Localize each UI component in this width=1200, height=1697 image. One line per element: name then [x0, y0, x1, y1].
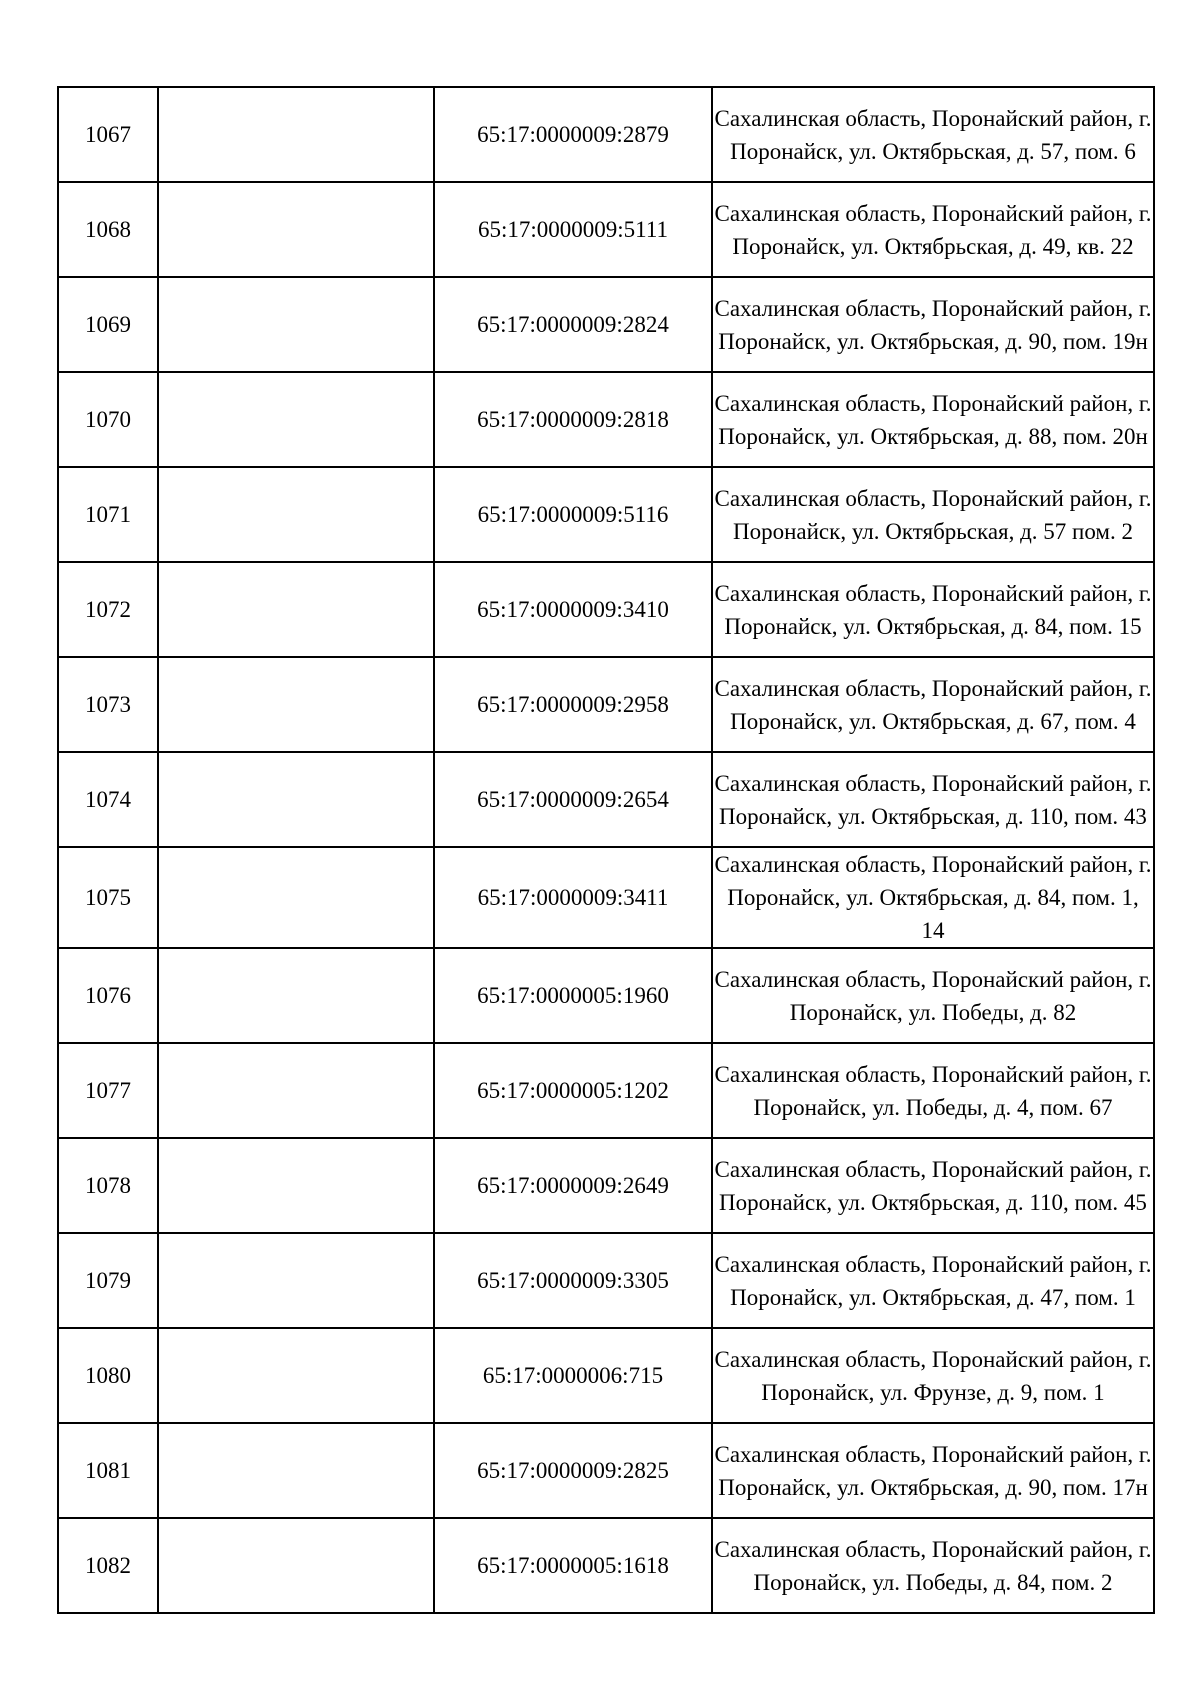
- owner-cell: [158, 1518, 434, 1613]
- address-cell: [712, 752, 1154, 847]
- table-row: [58, 1423, 1154, 1518]
- row-number: 1068: [58, 182, 158, 277]
- address-text: Сахалинская область, Поронайский район, г. Поронайск, ул. Октябрьская, д. 110, пом. 45: [714, 1156, 1152, 1215]
- row-number: 1081: [58, 1423, 158, 1518]
- cadastral-number: 65:17:0000009:5116: [434, 467, 712, 562]
- cadastral-number: 65:17:0000009:2654: [434, 752, 712, 847]
- table-row: [58, 182, 1154, 277]
- owner-cell: [158, 277, 434, 372]
- cadastral-number: 65:17:0000005:1202: [434, 1043, 712, 1138]
- table-row: [58, 1233, 1154, 1328]
- cadastral-number: 65:17:0000009:2818: [434, 372, 712, 467]
- row-number: 1075: [58, 847, 158, 948]
- table-row: [58, 752, 1154, 847]
- address-text: Сахалинская область, Поронайский район, г. Поронайск, ул. Победы, д. 82: [714, 966, 1152, 1025]
- table-row: [58, 657, 1154, 752]
- row-number: 1074: [58, 752, 158, 847]
- address-text: Сахалинская область, Поронайский район, г. Поронайск, ул. Октябрьская, д. 57 пом. 2: [714, 485, 1152, 544]
- owner-cell: [158, 948, 434, 1043]
- address-text: Сахалинская область, Поронайский район, г. Поронайск, ул. Октябрьская, д. 47, пом. 1: [714, 1251, 1152, 1310]
- row-number: 1080: [58, 1328, 158, 1423]
- row-number: 1070: [58, 372, 158, 467]
- address-cell: [712, 1233, 1154, 1328]
- cadastral-number: 65:17:0000009:2958: [434, 657, 712, 752]
- cadastral-number: 65:17:0000009:2825: [434, 1423, 712, 1518]
- cadastral-number: 65:17:0000009:3305: [434, 1233, 712, 1328]
- property-table-body: [58, 87, 1154, 1613]
- address-text: Сахалинская область, Поронайский район, г. Поронайск, ул. Октябрьская, д. 84, пом. 15: [714, 580, 1152, 639]
- address-cell: [712, 277, 1154, 372]
- address-text: Сахалинская область, Поронайский район, г. Поронайск, ул. Октябрьская, д. 49, кв. 22: [714, 200, 1152, 259]
- row-number: 1079: [58, 1233, 158, 1328]
- address-cell: [712, 182, 1154, 277]
- address-cell: [712, 87, 1154, 182]
- address-cell: [712, 562, 1154, 657]
- table-row: [58, 1518, 1154, 1613]
- table-row: [58, 372, 1154, 467]
- address-cell: [712, 1518, 1154, 1613]
- cadastral-number: 65:17:0000009:5111: [434, 182, 712, 277]
- address-text: Сахалинская область, Поронайский район, г. Поронайск, ул. Октябрьская, д. 88, пом. 20н: [714, 390, 1152, 449]
- address-cell: [712, 1423, 1154, 1518]
- row-number: 1076: [58, 948, 158, 1043]
- owner-cell: [158, 372, 434, 467]
- cadastral-number: 65:17:0000009:2879: [434, 87, 712, 182]
- table-row: [58, 1328, 1154, 1423]
- cadastral-number: 65:17:0000009:2649: [434, 1138, 712, 1233]
- address-cell: [712, 657, 1154, 752]
- owner-cell: [158, 1423, 434, 1518]
- owner-cell: [158, 1138, 434, 1233]
- row-number: 1082: [58, 1518, 158, 1613]
- owner-cell: [158, 182, 434, 277]
- address-text: Сахалинская область, Поронайский район, г. Поронайск, ул. Победы, д. 4, пом. 67: [714, 1061, 1152, 1120]
- address-text: Сахалинская область, Поронайский район, г. Поронайск, ул. Октябрьская, д. 57, пом. 6: [714, 105, 1152, 164]
- table-row: [58, 467, 1154, 562]
- owner-cell: [158, 752, 434, 847]
- address-text: Сахалинская область, Поронайский район, г. Поронайск, ул. Фрунзе, д. 9, пом. 1: [714, 1346, 1152, 1405]
- table-row: [58, 87, 1154, 182]
- row-number: 1067: [58, 87, 158, 182]
- owner-cell: [158, 467, 434, 562]
- cadastral-number: 65:17:0000009:2824: [434, 277, 712, 372]
- cadastral-number: 65:17:0000009:3410: [434, 562, 712, 657]
- table-row: [58, 562, 1154, 657]
- address-cell: [712, 372, 1154, 467]
- owner-cell: [158, 1328, 434, 1423]
- address-text: Сахалинская область, Поронайский район, г. Поронайск, ул. Октябрьская, д. 90, пом. 17н: [714, 1441, 1152, 1500]
- table-row: [58, 1138, 1154, 1233]
- address-text: Сахалинская область, Поронайский район, г. Поронайск, ул. Октябрьская, д. 90, пом. 19н: [714, 295, 1152, 354]
- cadastral-number: 65:17:0000006:715: [434, 1328, 712, 1423]
- row-number: 1071: [58, 467, 158, 562]
- table-row: [58, 277, 1154, 372]
- row-number: 1077: [58, 1043, 158, 1138]
- address-cell: [712, 1328, 1154, 1423]
- row-number: 1072: [58, 562, 158, 657]
- row-number: 1078: [58, 1138, 158, 1233]
- owner-cell: [158, 1233, 434, 1328]
- table-row: [58, 847, 1154, 948]
- address-cell: [712, 847, 1154, 948]
- address-cell: [712, 1138, 1154, 1233]
- address-text: Сахалинская область, Поронайский район, г. Поронайск, ул. Победы, д. 84, пом. 2: [714, 1536, 1152, 1595]
- cadastral-number: 65:17:0000009:3411: [434, 847, 712, 948]
- row-number: 1069: [58, 277, 158, 372]
- owner-cell: [158, 562, 434, 657]
- address-cell: [712, 948, 1154, 1043]
- owner-cell: [158, 1043, 434, 1138]
- property-table: [57, 86, 1155, 1614]
- address-cell: [712, 1043, 1154, 1138]
- table-row: [58, 948, 1154, 1043]
- address-cell: [712, 467, 1154, 562]
- address-text: Сахалинская область, Поронайский район, г. Поронайск, ул. Октябрьская, д. 110, пом. 43: [714, 770, 1152, 829]
- table-row: [58, 1043, 1154, 1138]
- owner-cell: [158, 847, 434, 948]
- cadastral-number: 65:17:0000005:1960: [434, 948, 712, 1043]
- cadastral-number: 65:17:0000005:1618: [434, 1518, 712, 1613]
- address-text: Сахалинская область, Поронайский район, г. Поронайск, ул. Октябрьская, д. 67, пом. 4: [714, 675, 1152, 734]
- row-number: 1073: [58, 657, 158, 752]
- address-text: Сахалинская область, Поронайский район, г. Поронайск, ул. Октябрьская, д. 84, пом. 1, 14: [714, 852, 1152, 943]
- owner-cell: [158, 87, 434, 182]
- owner-cell: [158, 657, 434, 752]
